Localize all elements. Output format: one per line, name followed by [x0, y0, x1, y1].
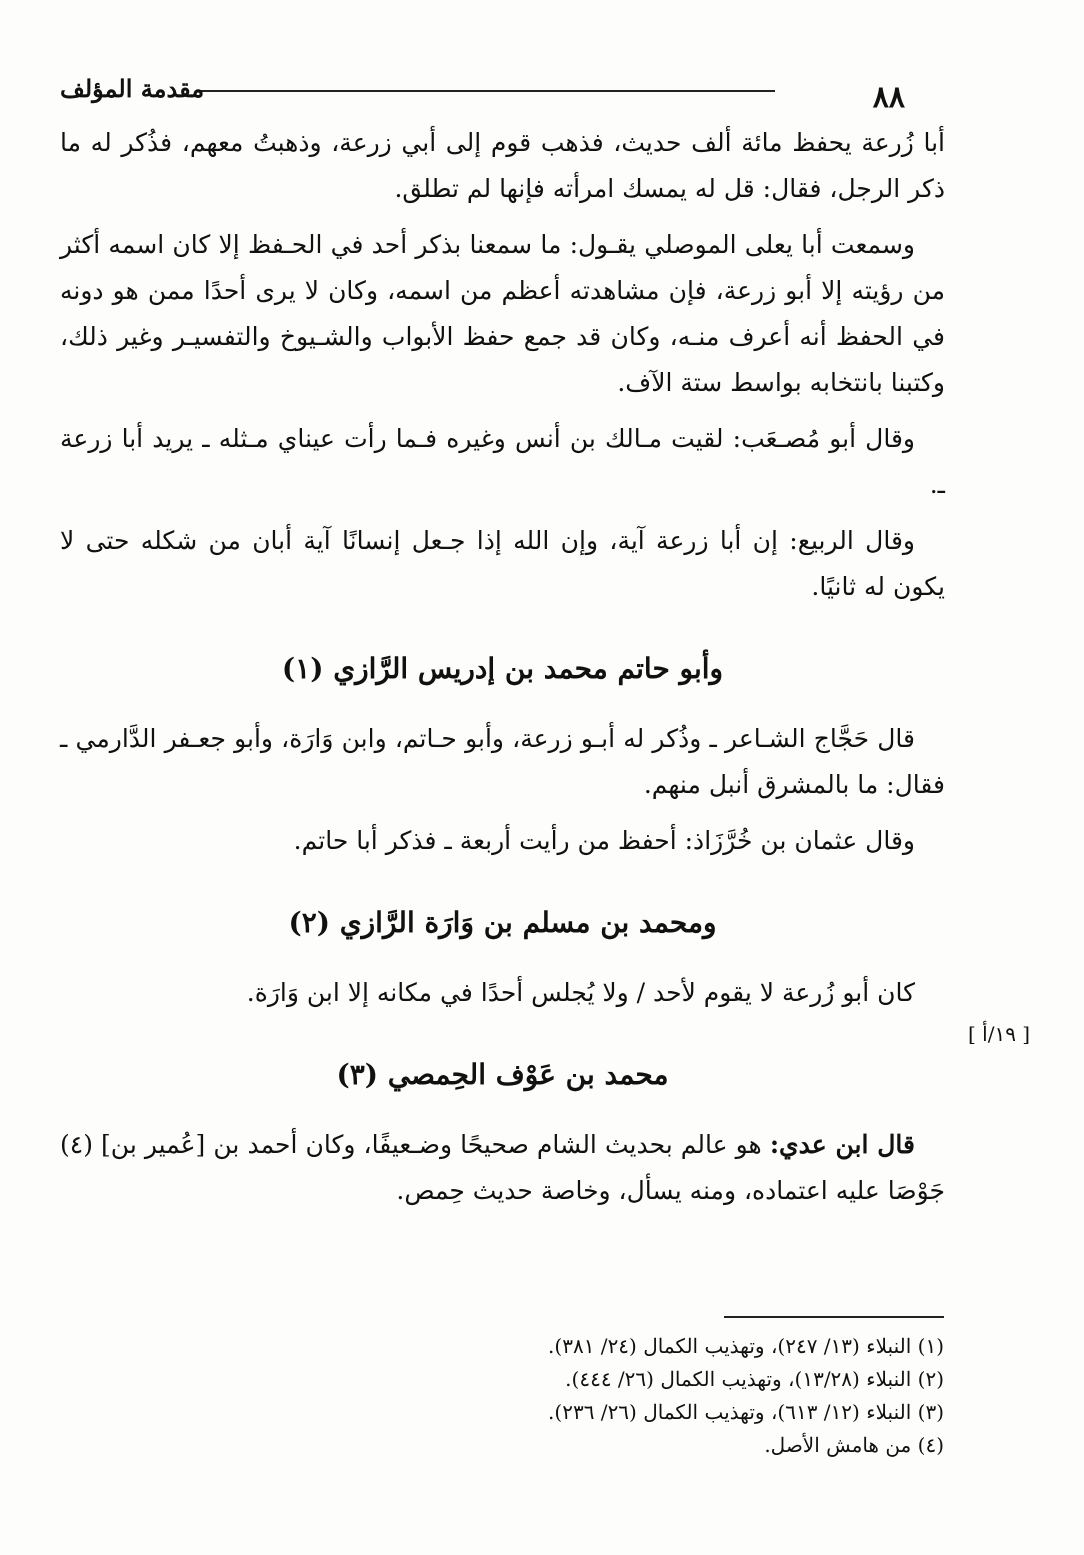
section-heading-abu-hatim: وأبو حاتم محمد بن إدريس الرَّازي (١): [281, 652, 724, 685]
page-header: [60, 72, 945, 115]
page-number: ٨٨: [872, 80, 905, 115]
paragraph: قال حَجَّاج الشـاعر ـ وذُكر له أبـو زرعة، وأبو حـاتم، وابن وَارَة، وأبو جعـفر الدَّارمي ـ فقال: ما بالمشرق أنبل منهم.: [60, 724, 945, 799]
paragraph-body: هو عالم بحديث الشام صحيحًا وضـعيفًا، وكان أحمد بن [عُمير بن] (٤) جَوْصَا عليه اعتماده، ومنه يسأل، وخاصة حديث حِمص.: [60, 1130, 945, 1205]
section-heading-ibn-awf: محمد بن عَوْف الحِمصي (٣): [336, 1058, 669, 1091]
main-text: [60, 120, 945, 1224]
manuscript-folio-note: [ ١٩/أ ]: [968, 1022, 1031, 1046]
footnote: (٤) من هامش الأصل.: [764, 1433, 944, 1457]
footnote: (٣) النبلاء (١٢/ ٦١٣)، وتهذيب الكمال (٢٦/ ٢٣٦).: [548, 1400, 944, 1424]
paragraph-lead: قال ابن عدي:: [769, 1130, 915, 1159]
header-rule: [200, 90, 775, 92]
paragraph: وقال أبو مُصـعَب: لقيت مـالك بن أنس وغيره فـما رأت عيناي مـثله ـ يريد أبا زرعة ـ.: [60, 424, 945, 499]
paragraph: [60, 1122, 945, 1214]
footnotes: [344, 1330, 944, 1462]
section-heading-ibn-wara: ومحمد بن مسلم بن وَارَة الرَّازي (٢): [288, 906, 717, 939]
paragraph: وسمعت أبا يعلى الموصلي يقـول: ما سمعنا بذكر أحد في الحـفظ إلا كان اسمه أكثر من رؤيته إلا أبو زرعة، فإن مشاهدته أعظم من اسمه، وكان لا يرى أحدًا ممن هو دونه في الحفظ أنه أعرف منـه، وكان قد جمع حفظ الأبواب والشـيوخ والتفسيـر وغير ذلك، وكتبنا بانتخابه بواسط ستة الآف.: [60, 230, 945, 397]
footnote: (٢) النبلاء (١٣/٢٨)، وتهذيب الكمال (٢٦/ ٤٤٤).: [565, 1367, 944, 1391]
running-title: مقدمة المؤلف: [60, 74, 205, 103]
paragraph: أبا زُرعة يحفظ مائة ألف حديث، فذهب قوم إلى أبي زرعة، وذهبتُ معهم، فذُكر له ما ذكر الرجل، فقال: قل له يمسك امرأته فإنها لم تطلق.: [60, 128, 945, 203]
paragraph: وقال عثمان بن خُرَّزَاذ: أحفظ من رأيت أربعة ـ فذكر أبا حاتم.: [293, 826, 915, 855]
paragraph: كان أبو زُرعة لا يقوم لأحد / ولا يُجلس أحدًا في مكانه إلا ابن وَارَة.: [246, 978, 915, 1007]
footnote-separator: [724, 1316, 944, 1318]
paragraph: وقال الربيع: إن أبا زرعة آية، وإن الله إذا جـعل إنسانًا آية أبان من شكله حتى لا يكون له ثانيًا.: [60, 526, 945, 601]
footnote: (١) النبلاء (١٣/ ٢٤٧)، وتهذيب الكمال (٢٤/ ٣٨١).: [548, 1334, 944, 1358]
